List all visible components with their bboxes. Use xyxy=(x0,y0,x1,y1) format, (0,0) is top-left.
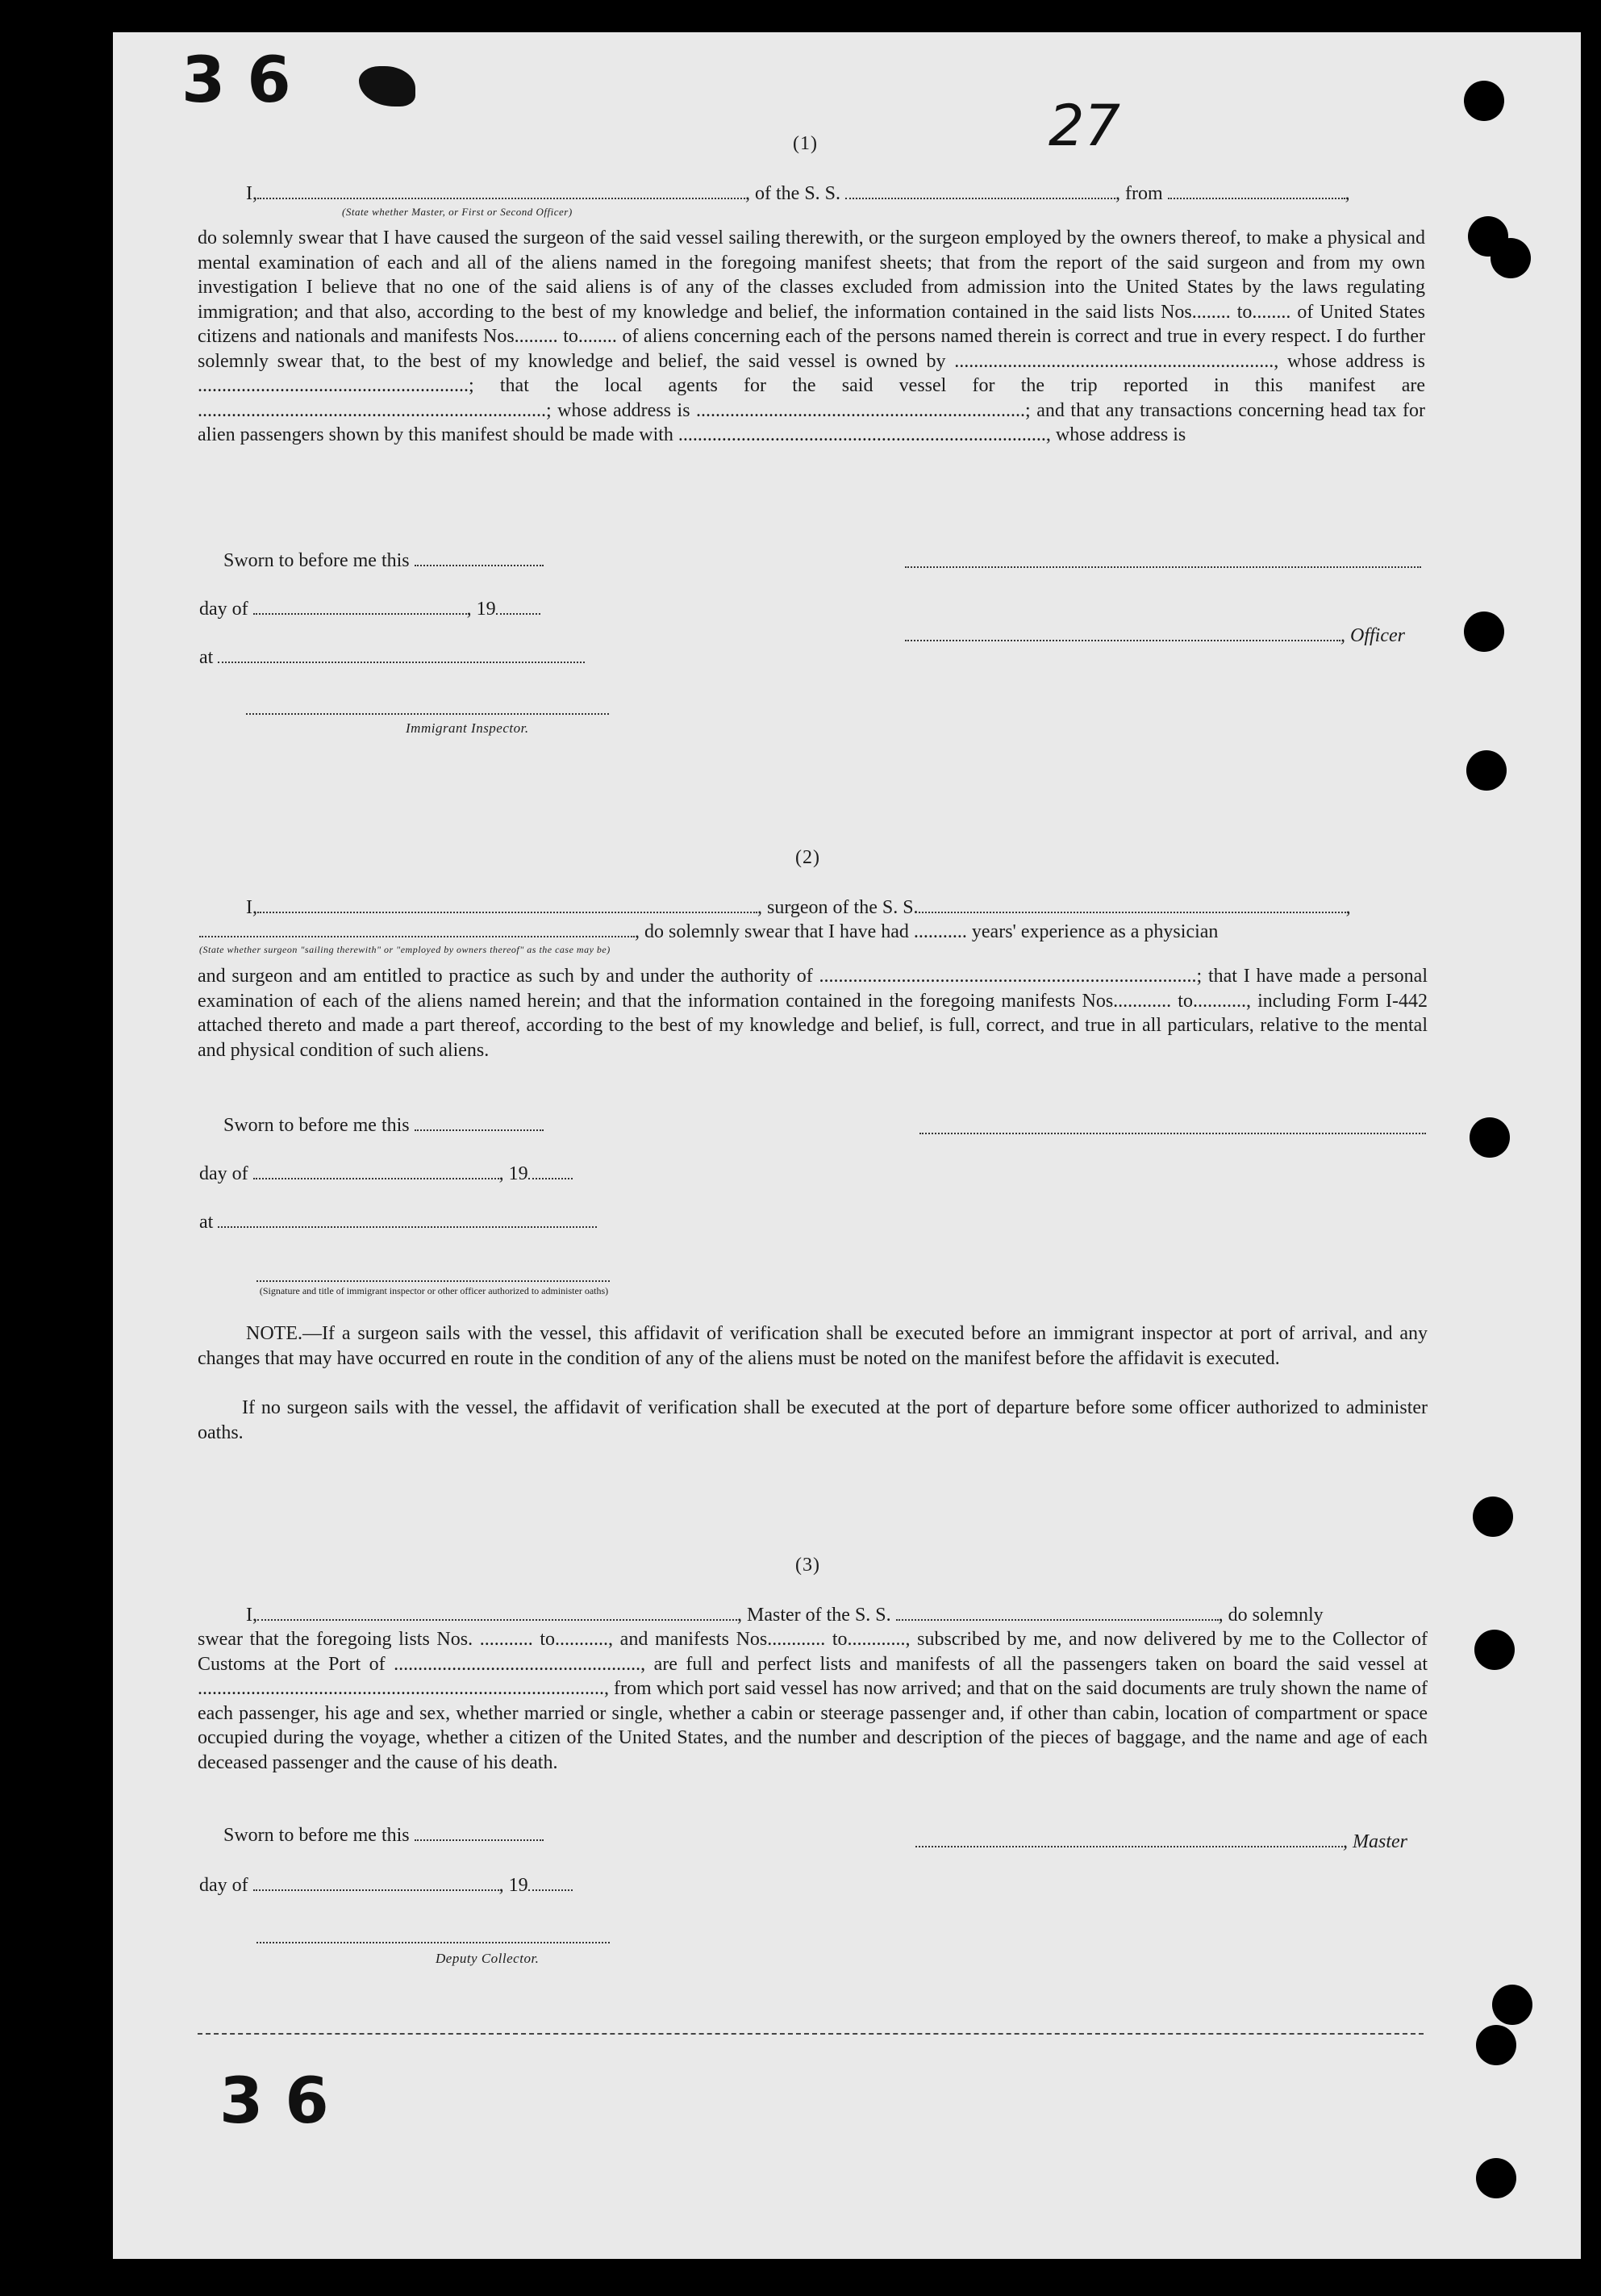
punch-hole xyxy=(1476,2158,1516,2198)
page-bottom-divider xyxy=(198,2033,1424,2035)
section-2-at xyxy=(199,1210,597,1234)
section-2-signature-caption: (Signature and title of immigrant inspector or other officer authorized to administer oaths) xyxy=(259,1285,609,1296)
section-2-inspector-line xyxy=(256,1279,610,1282)
section-2-sworn xyxy=(223,1113,544,1138)
punch-hole xyxy=(1466,750,1507,791)
day-of-label: day of xyxy=(199,599,248,620)
section-2-line-2 xyxy=(199,920,1218,944)
scan-top-edge xyxy=(0,0,1601,32)
section-2-note-2: If no surgeon sails with the vessel, the affidavit of verification shall be executed at the port of departure before some officer authorized to administer oaths. xyxy=(198,1397,1428,1443)
punch-hole xyxy=(1474,1630,1515,1670)
master-label: , Master xyxy=(1343,1831,1407,1852)
stamped-number-top: 3 6 xyxy=(181,44,291,117)
section-3-sworn xyxy=(223,1823,544,1847)
section-2-number: (2) xyxy=(795,847,820,868)
punch-hole xyxy=(1464,81,1504,121)
section-2-body: and surgeon and am entitled to practice as such by and under the authority of ..............................................................................; that I have made a personal examination of each of the aliens named herein; and that the information contained in the foregoing manifests Nos............ to..........., including Form I-442 attached thereto and made a part thereof, according to the best of my knowledge and belief, is full, correct, and true in all particulars, relative to the mental and physical condition of such aliens. xyxy=(198,966,1428,1061)
section-2-day-of xyxy=(199,1162,573,1186)
punch-hole xyxy=(1473,1497,1513,1537)
section-1-number: (1) xyxy=(793,133,818,154)
punch-hole xyxy=(1491,238,1531,278)
sworn-label: Sworn to before me this xyxy=(223,1825,410,1846)
day-of-label: day of xyxy=(199,1875,248,1896)
stamped-number-bottom: 3 6 xyxy=(219,2065,329,2138)
section-1-line-1: I, , of the S. S. , from , xyxy=(246,183,1350,204)
section-3-day-of xyxy=(199,1873,573,1897)
punch-hole xyxy=(1470,1117,1510,1158)
line-end: , do solemnly xyxy=(1218,1605,1324,1626)
section-3-body: swear that the foregoing lists Nos. ........... to..........., and manifests Nos............ to............, subscribed by me, and now delivered by me to the Collector of Customs at the Port of ..................................................., are full and perfect lists and manifests of all the passengers taken on board the said vessel at ...................................................................................., from which port said vessel has now arrived; and that on the said documents are truly shown the name of each passenger, his age and sex, whether married or single, whether a cabin or steerage passenger and, if other than cabin, location of compartment or space occupied during the voyage, whether a citizen of the United States, and the number and description of the pieces of baggage, and the name and age of each deceased passenger and the cause of his death. xyxy=(198,1629,1428,1773)
officer-label: , Officer xyxy=(1340,625,1405,646)
section-1-caption: (State whether Master, or First or Second Officer) xyxy=(342,206,573,218)
section-2-line-1: I, , surgeon of the S. S. , xyxy=(246,897,1351,918)
section-3-number: (3) xyxy=(795,1555,820,1576)
at-label: at xyxy=(199,1212,214,1233)
section-1-day-of xyxy=(199,597,540,621)
section-3-collector-line xyxy=(256,1940,610,1943)
section-1-sworn xyxy=(223,549,544,573)
line-mid: , of the S. S. xyxy=(745,183,841,204)
sworn-label: Sworn to before me this xyxy=(223,550,410,571)
at-label: at xyxy=(199,647,214,668)
line-prefix: I, xyxy=(246,183,257,204)
section-1-inspector-line xyxy=(246,712,609,715)
year-label: , 19 xyxy=(498,1163,528,1184)
section-1-signature-line xyxy=(905,565,1421,568)
line-end: , from xyxy=(1115,183,1163,204)
section-2-caption: (State whether surgeon "sailing therewith" or "employed by owners thereof" as the case may be) xyxy=(199,944,611,955)
section-2-note-1: NOTE.—If a surgeon sails with the vessel, this affidavit of verification shall be executed before an immigrant inspector at port of arrival, and any changes that may have occurred en route in the condition of any of the aliens must be noted on the manifest before the affidavit is executed. xyxy=(198,1323,1428,1369)
day-of-label: day of xyxy=(199,1163,248,1184)
punch-hole xyxy=(1492,1985,1532,2025)
line-prefix: I, xyxy=(246,897,257,918)
handwritten-page-number: 27 xyxy=(1049,93,1121,159)
year-label: , 19 xyxy=(498,1875,528,1896)
section-2-signature-line xyxy=(919,1131,1426,1134)
line-mid: , Master of the S. S. xyxy=(737,1605,891,1626)
punch-hole xyxy=(1476,2025,1516,2065)
section-1-inspector-label: Immigrant Inspector. xyxy=(406,720,529,736)
section-1-at xyxy=(199,645,585,670)
section-3-master xyxy=(915,1830,1407,1854)
section-1-officer xyxy=(905,624,1405,648)
section-3-collector-label: Deputy Collector. xyxy=(436,1951,540,1966)
section-3-line-1 xyxy=(246,1603,1324,1627)
line-2-text: , do solemnly swear that I have had ........... years' experience as a physician xyxy=(635,921,1219,942)
sworn-label: Sworn to before me this xyxy=(223,1115,410,1136)
line-mid: , surgeon of the S. S. xyxy=(757,897,919,918)
section-1-body: do solemnly swear that I have caused the surgeon of the said vessel sailing therewith, or the surgeon employed by the owners thereof, to make a physical and mental examination of each and all of the aliens named in the foregoing manifest sheets; that from the report of the said surgeon and from my own investigation I believe that no one of the said aliens is of any of the classes excluded from admission into the United States by the laws regulating immigration; and that also, according to the best of my knowledge and belief, the information contained in the said lists Nos........ to........ of United States citizens and nationals and manifests Nos......... to........ of aliens concerning each of the persons named therein is correct and true in every respect. I do further solemnly swear that, to the best of my knowledge and belief, the said vessel is owned by .................................................................., whose address is ........................................................; that the local agents for the said vessel for the trip reported in this manifest are ........................................................................; whose address is ....................................................................; and that any transactions concerning head tax for alien passengers shown by this manifest should be made with ............................................................................, whose address is xyxy=(198,228,1425,445)
line-prefix: I, xyxy=(246,1605,257,1626)
punch-hole xyxy=(1464,612,1504,652)
year-label: , 19 xyxy=(466,599,496,620)
